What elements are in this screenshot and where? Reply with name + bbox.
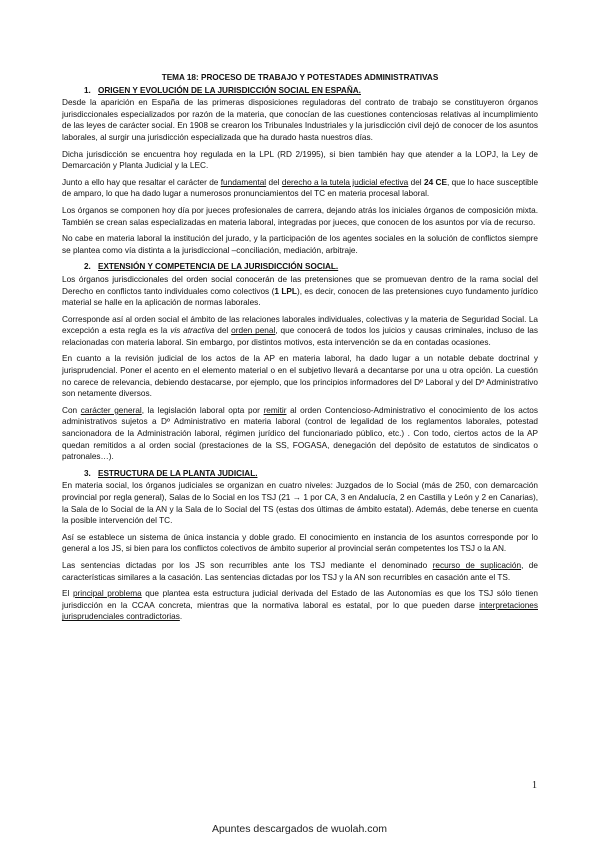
document-title: TEMA 18: PROCESO DE TRABAJO Y POTESTADES ADMINISTRATIVAS — [161, 73, 439, 82]
bold-term: 1 LPL — [274, 286, 297, 296]
paragraph: Los órganos se componen hoy día por jueces profesionales de carrera, dejando atrás los iniciales órganos de composición mixta. También se crean salas especializadas en materia laboral, integradas por jueces, que conocen de los asuntos por vía de recurso. — [62, 205, 538, 227]
paragraph: El principal problema que plantea esta estructura judicial derivada del Estado de las Autonomías es que los TSJ sólo tienen jurisdicción en la CCAA concreta, mientras que la normativa laboral es estatal, por lo que pueden darse interpretaciones jurisprudenciales contradictorias. — [62, 589, 538, 622]
underlined-term: orden penal — [231, 326, 276, 336]
underlined-term: remitir — [263, 405, 287, 415]
section-number: 3. — [84, 468, 91, 478]
section-number: 2. — [84, 262, 91, 272]
paragraph: En cuanto a la revisión judicial de los actos de la AP en materia laboral, ha dado lugar a un notable debate doctrinal y jurisprudencial. Poner el acento en el elemento material o en el subjetivo llevará a decantarse por una u otra opción. La cuestión no carece de relevancia, debiendo destacarse, por ejemplo, que los principios informadores del Dº Laboral y del Dº Administrativo son netamente diversos. — [62, 354, 538, 399]
section-title: EXTENSIÓN Y COMPETENCIA DE LA JURISDICCIÓN SOCIAL. — [98, 262, 339, 272]
paragraph: No cabe en materia laboral la institución del jurado, y la participación de los agentes sociales en la solución de conflictos siempre se plantea como vía distinta a la jurisdiccional –conciliación, mediación, arbitraje. — [62, 234, 538, 255]
bold-term: 24 CE — [424, 177, 447, 187]
section-heading-3 — [84, 468, 538, 480]
section-heading-1 — [84, 85, 538, 97]
paragraph: Junto a ello hay que resaltar el carácter de fundamental del derecho a la tutela judicial efectiva del 24 CE, que lo hace susceptible de amparo, lo que ha dado lugar a numerosos pronunciamientos del TC en materia procesal laboral. — [62, 177, 539, 199]
italic-term: vis atractiva — [170, 326, 215, 336]
footer-text: Apuntes descargados de wuolah.com — [211, 823, 388, 835]
page-number: 1 — [532, 780, 537, 791]
paragraph: En materia social, los órganos judiciales se organizan en cuatro niveles: Juzgados de lo Social (más de 250, con demarcación provincial por regla general), Salas de lo Social en los TSJ (21 → 1 por CA, 3 en Andalucía, 2 en Castilla y León y 2 en Canarias), la Sala de lo Social de la AN y la Sala de lo Social del TS (estas dos últimas de ámbito estatal). Además, debe tenerse en cuenta la posible intervención del TC. — [62, 481, 538, 526]
paragraph: Dicha jurisdicción se encuentra hoy regulada en la LPL (RD 2/1995), si bien también hay que atender a la LOPJ, la Ley de Demarcación y Planta Judicial y la LEC. — [62, 149, 538, 171]
paragraph: Con carácter general, la legislación laboral opta por remitir al orden Contencioso-Administrativo el conocimiento de los actos administrativos sujetos a Dº Administrativo en materia laboral (control de legalidad de los reglamentos laborales, potestad sancionadora de la Administración laboral, régimen jurídico del funcionariado público, etc.) . Con todo, ciertos actos de la AP quedan remitidos a al orden social (prestaciones de la SS, FOGASA, denegación del depósito de estatutos de sindicatos o patronales…). — [62, 405, 538, 462]
paragraph: Las sentencias dictadas por los JS son recurribles ante los TSJ mediante el denominado recurso de suplicación, de características similares a la casación. Las sentencias dictadas por los TSJ y la AN son recurribles en casación ante el TS. — [62, 560, 538, 582]
section-title: ESTRUCTURA DE LA PLANTA JUDICIAL. — [98, 468, 258, 478]
section-heading-2 — [84, 261, 538, 273]
section-title: ORIGEN Y EVOLUCIÓN DE LA JURISDICCIÓN SOCIAL EN ESPAÑA. — [98, 85, 361, 95]
document-page — [62, 72, 538, 628]
underlined-term: recurso de suplicación — [432, 560, 522, 570]
underlined-term: fundamental — [220, 177, 267, 187]
section-number: 1. — [84, 85, 91, 95]
underlined-term: principal problema — [72, 589, 142, 599]
paragraph: Desde la aparición en España de las primeras disposiciones reguladoras del contrato de trabajo se constituyeron órganos jurisdiccionales especializados por razón de la materia, que conocían de las cuestiones contenciosas relativas al incumplimiento de las leyes de carácter social. En 1908 se crearon los Tribunales Industriales y la jurisdicción civil dejó de conocer de los asuntos laborales, al surgir una jurisdicción especializada que ha durado hasta nuestros días. — [62, 98, 538, 142]
paragraph: Así se establece un sistema de única instancia y doble grado. El conocimiento en instancia de los asuntos corresponde por lo general a los JS, si bien para los conflictos colectivos de ámbito superior al provincial serán competentes los TSJ o la AN. — [62, 532, 538, 554]
underlined-term: interpretaciones jurisprudenciales contradictorias — [62, 600, 538, 622]
underlined-term: derecho a la tutela judicial efectiva — [281, 177, 409, 187]
paragraph: Corresponde así al orden social el ámbito de las relaciones laborales individuales, colectivas y la materia de Seguridad Social. La excepción a esta regla es la vis atractiva del orden penal, que conocerá de todos los juicios y causas criminales, incluso de las relacionadas con materia laboral. Sin embargo, por distintos motivos, esta intervención se da en contadas ocasiones. — [62, 314, 538, 347]
underlined-term: carácter general — [80, 405, 142, 415]
paragraph: Los órganos jurisdiccionales del orden social conocerán de las pretensiones que se promuevan dentro de la rama social del Derecho en conflictos tanto individuales como colectivos (1 LPL), es decir, conocen de las pretensiones cuyo fundamento jurídico material se halle en la aplicación de normas laborales. — [62, 274, 539, 308]
